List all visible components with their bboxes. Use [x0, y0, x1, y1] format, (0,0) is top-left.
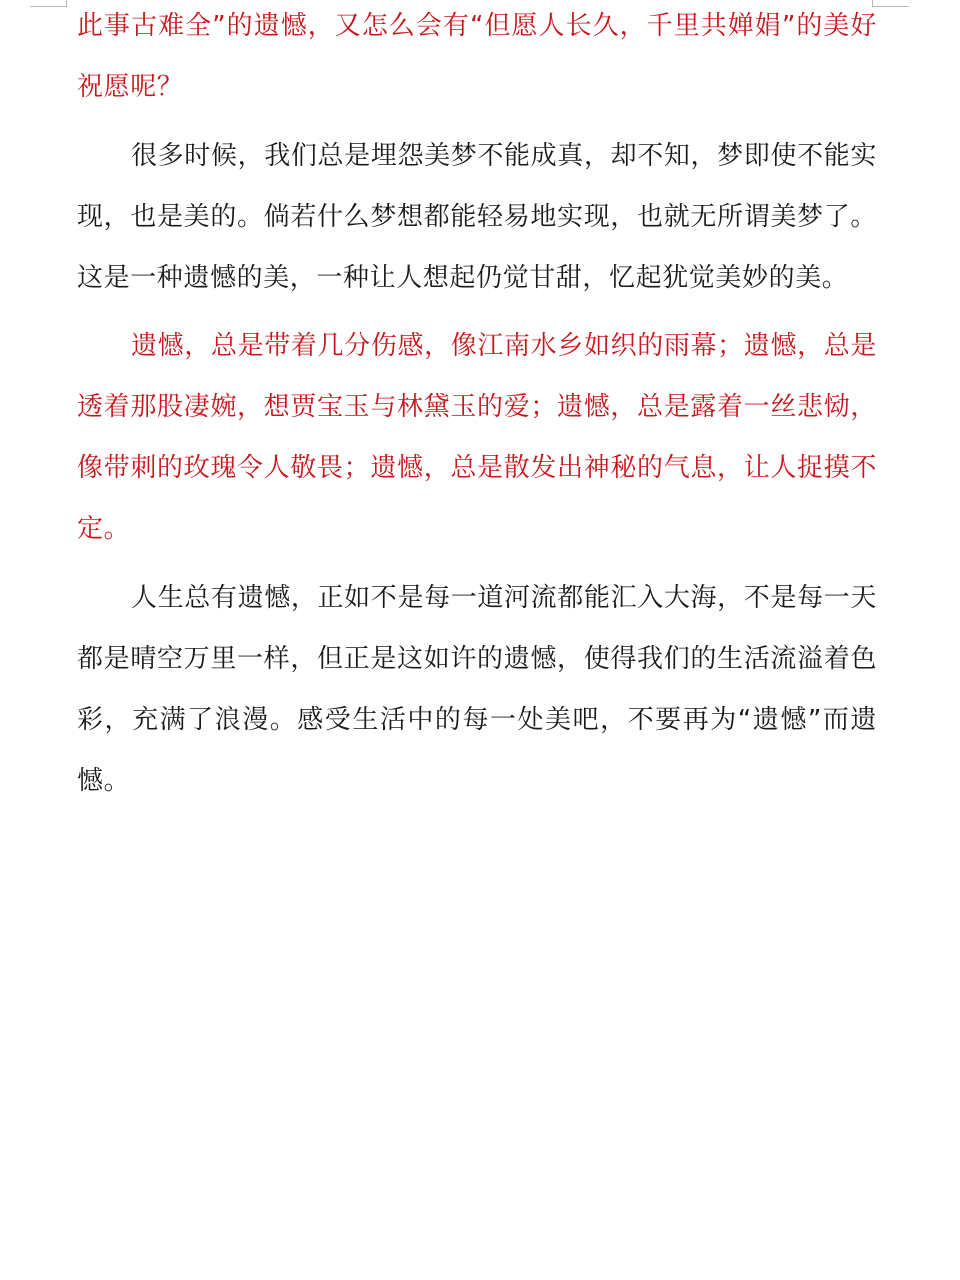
page-corner-mark-right	[872, 0, 909, 7]
paragraph-regret-imagery: 遗憾，总是带着几分伤感，像江南水乡如织的雨幕；遗憾，总是透着那股凄婉，想贾宝玉与林黛玉的爱；遗憾，总是露着一丝悲恸，像带刺的玫瑰令人敬畏；遗憾，总是散发出神秘的气息，让人捉摸不定。	[77, 331, 877, 544]
document-body	[77, 0, 877, 812]
paragraph-dreams: 很多时候，我们总是埋怨美梦不能成真，却不知，梦即使不能实现，也是美的。倘若什么梦想都能轻易地实现，也就无所谓美梦了。这是一种遗憾的美，一种让人想起仍觉甘甜，忆起犹觉美妙的美。	[77, 141, 877, 293]
paragraph-conclusion: 人生总有遗憾，正如不是每一道河流都能汇入大海，不是每一天都是晴空万里一样，但正是这如许的遗憾，使得我们的生活流溢着色彩，充满了浪漫。感受生活中的每一处美吧，不要再为“遗憾”而遗憾。	[77, 583, 877, 796]
paragraph-continued-quote: 此事古难全”的遗憾，又怎么会有“但愿人长久，千里共婵娟”的美好祝愿呢？	[77, 11, 877, 102]
page-corner-mark-left	[30, 0, 67, 7]
